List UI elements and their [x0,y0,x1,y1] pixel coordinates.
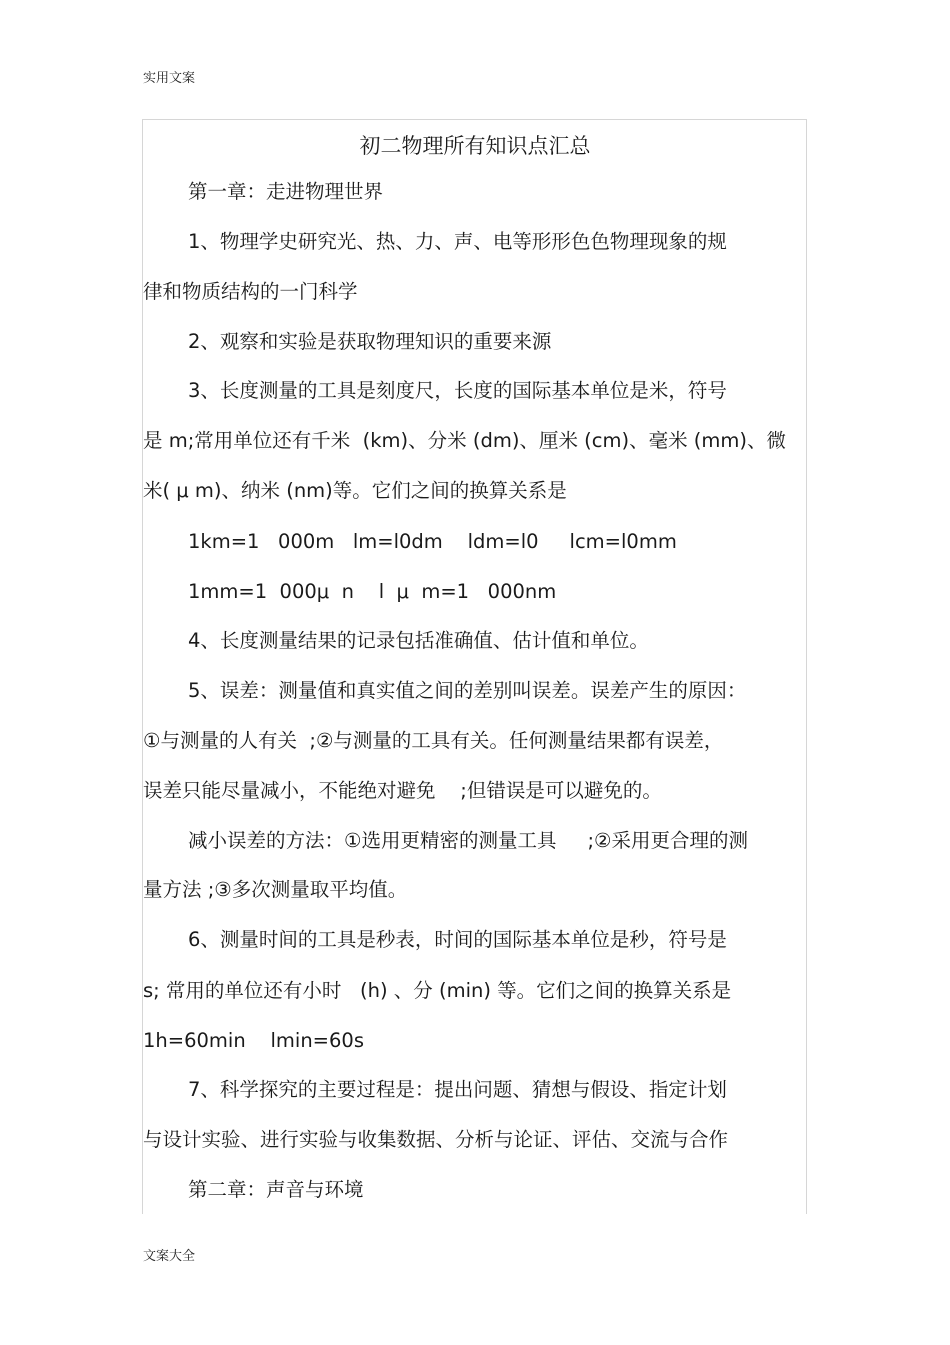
paragraph-line: 量方法 ;③多次测量取平均值。 [143,878,408,901]
paragraph-line: ①与测量的人有关 ;②与测量的工具有关。任何测量结果都有误差， [143,729,724,752]
paragraph-line: 7、科学探究的主要过程是：提出问题、猜想与假设、指定计划 [188,1078,727,1101]
chapter-heading-2: 第二章：声音与环境 [188,1178,364,1201]
page-footer-label: 文案大全 [143,1249,196,1264]
paragraph-line: 2、观察和实验是获取物理知识的重要来源 [188,330,552,353]
formula-line: 1km=1 000m lm=l0dm ldm=l0 lcm=l0mm [188,530,677,553]
formula-line: 1mm=1 000μ n l μ m=1 000nm [188,580,557,603]
paragraph-line: 5、误差：测量值和真实值之间的差别叫误差。误差产生的原因： [188,679,747,702]
paragraph-line: 是 m;常用单位还有千米 (km)、分米 (dm)、厘米 (cm)、毫米 (mm)、微 [143,429,786,452]
paragraph-line: 3、长度测量的工具是刻度尺，长度的国际基本单位是米，符号 [188,379,727,402]
paragraph-line: 米( μ m)、纳米 (nm)等。它们之间的换算关系是 [143,479,567,502]
document-title: 初二物理所有知识点汇总 [359,134,591,158]
paragraph-line: s; 常用的单位还有小时 (h) 、分 (min) 等。它们之间的换算关系是 [143,979,732,1002]
paragraph-line: 误差只能尽量减小，不能绝对避免 ;但错误是可以避免的。 [143,779,662,802]
paragraph-line: 4、长度测量结果的记录包括准确值、估计值和单位。 [188,629,649,652]
paragraph-line: 律和物质结构的一门科学 [143,280,358,303]
paragraph-line: 1、物理学史研究光、热、力、声、电等形形色色物理现象的规 [188,230,727,253]
chapter-heading-1: 第一章：走进物理世界 [188,180,384,203]
paragraph-line: 减小误差的方法：①选用更精密的测量工具 ;②采用更合理的测 [188,829,749,852]
page-header-label: 实用文案 [143,71,196,86]
paragraph-line: 6、测量时间的工具是秒表，时间的国际基本单位是秒，符号是 [188,928,727,951]
paragraph-line: 与设计实验、进行实验与收集数据、分析与论证、评估、交流与合作 [143,1128,729,1151]
formula-line: 1h=60min lmin=60s [143,1029,364,1052]
